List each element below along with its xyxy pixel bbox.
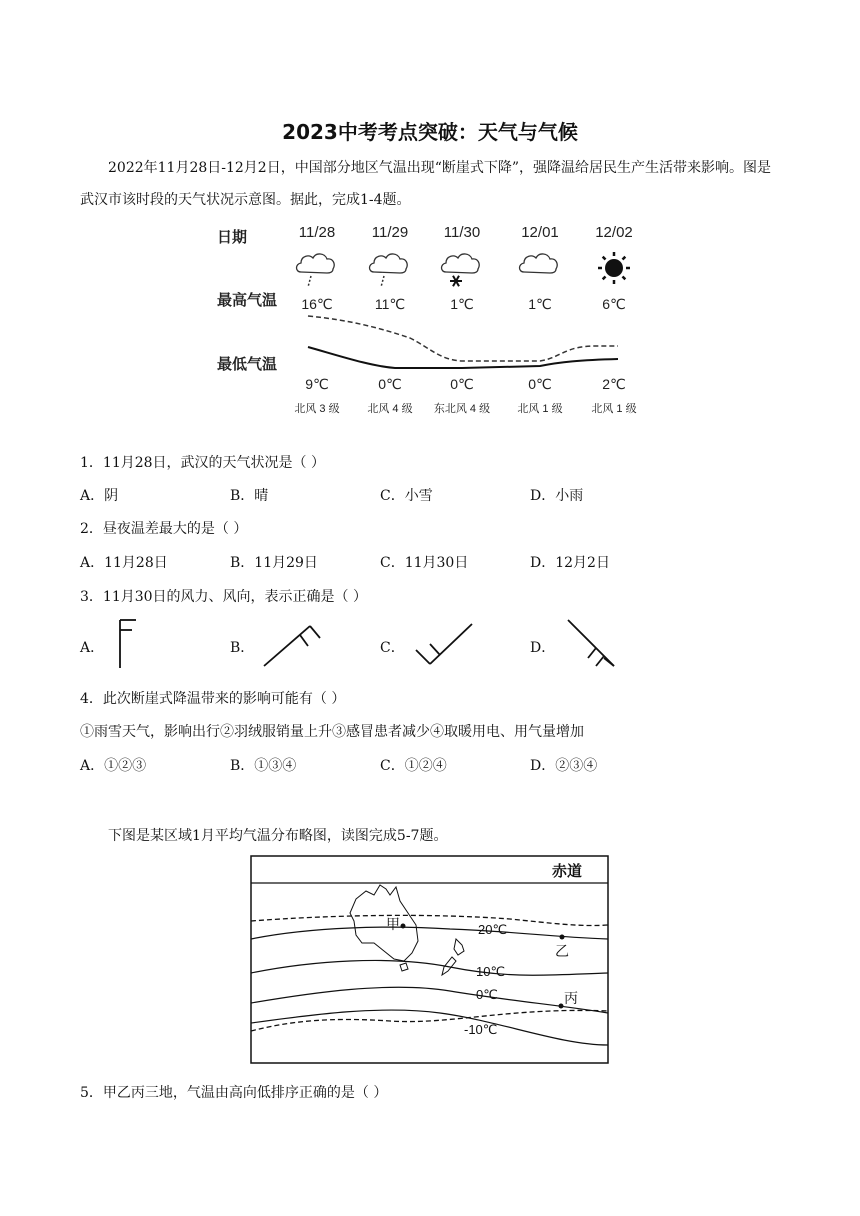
isotherm-20-label: 20℃: [478, 922, 508, 937]
q1-option-d[interactable]: D．小雨: [530, 488, 584, 504]
wind-symbol-d: [566, 618, 618, 670]
date-label: 11/30: [443, 224, 481, 241]
equator-label: 赤道: [552, 863, 583, 880]
q3-option-d[interactable]: D．: [530, 640, 556, 656]
map-frame: [251, 856, 608, 1063]
intro-paragraph: 2022年11月28日-12月2日，中国部分地区气温出现“断崖式下降”，强降温给居民生产生活带来影响。图是武汉市该时段的天气状况示意图。据此，完成1-4题。: [80, 160, 772, 208]
low-temp-value: 0℃: [528, 376, 552, 392]
low-temp-value: 0℃: [378, 376, 402, 392]
low-temp-value: 9℃: [305, 376, 329, 392]
high-temp-label: 最高气温: [217, 292, 278, 309]
q1-option-a[interactable]: A．阴: [80, 488, 119, 504]
wind-symbol-a: [112, 616, 142, 672]
q4-option-d[interactable]: D．②③④: [530, 758, 598, 774]
wind-label: 北风 4 级: [367, 403, 413, 415]
q2-option-a[interactable]: A．11月28日: [80, 555, 168, 571]
date-label: 12/02: [595, 224, 633, 241]
page-title: 2023中考考点突破：天气与气候: [282, 120, 578, 144]
wind-label: 东北风 4 级: [433, 403, 491, 415]
label-jia: 甲: [386, 916, 400, 932]
low-temp-value: 0℃: [450, 376, 474, 392]
date-label: 12/01: [521, 224, 559, 241]
tasmania-shape: [400, 963, 408, 971]
point-yi: [560, 935, 565, 940]
wind-symbol-c: [410, 620, 476, 668]
high-temp-value: 16℃: [301, 296, 333, 312]
question-5: 5．甲乙丙三地，气温由高向低排序正确的是（ ）: [80, 1085, 388, 1101]
label-yi: 乙: [555, 943, 569, 959]
q2-option-c[interactable]: C．11月30日: [380, 555, 469, 571]
wind-label: 北风 1 级: [591, 403, 637, 415]
date-label: 11/28: [298, 224, 336, 241]
isotherm-m10-label: -10℃: [464, 1022, 498, 1037]
high-temp-value: 11℃: [374, 296, 406, 312]
high-temp-value: 6℃: [602, 296, 626, 312]
isotherm-10-label: 10℃: [476, 964, 506, 979]
date-row-label: 日期: [217, 229, 248, 246]
isotherm-map: [250, 855, 610, 1065]
q4-option-c[interactable]: C．①②④: [380, 758, 447, 774]
wind-label: 北风 1 级: [517, 403, 563, 415]
wind-label: 北风 3 级: [294, 403, 340, 415]
q2-option-d[interactable]: D．12月2日: [530, 555, 610, 571]
q4-option-b[interactable]: B．①③④: [230, 758, 297, 774]
q3-option-a[interactable]: A．: [80, 640, 105, 656]
question-2: 2．昼夜温差最大的是（ ）: [80, 521, 248, 537]
date-label: 11/29: [371, 224, 409, 241]
question-3: 3．11月30日的风力、风向，表示正确是（ ）: [80, 589, 367, 605]
q3-option-b[interactable]: B．: [230, 640, 255, 656]
point-jia: [401, 924, 406, 929]
label-bing: 丙: [564, 990, 578, 1006]
q4-statement: ①雨雪天气，影响出行②羽绒服销量上升③感冒患者减少④取暖用电、用气量增加: [80, 724, 584, 740]
q1-option-c[interactable]: C．小雪: [380, 488, 433, 504]
high-temp-value: 1℃: [528, 296, 552, 312]
question-4: 4．此次断崖式降温带来的影响可能有（ ）: [80, 691, 346, 707]
wind-symbol-b: [260, 618, 326, 670]
q1-option-b[interactable]: B．晴: [230, 488, 269, 504]
intro-2: 下图是某区域1月平均气温分布略图，读图完成5-7题。: [108, 828, 448, 844]
q2-option-b[interactable]: B．11月29日: [230, 555, 318, 571]
question-1: 1．11月28日，武汉的天气状况是（ ）: [80, 455, 325, 471]
temperature-curves: [200, 220, 660, 420]
low-temp-value: 2℃: [602, 376, 626, 392]
isotherm-0-label: 0℃: [476, 987, 498, 1002]
high-temp-curve: [308, 316, 618, 361]
low-temp-label: 最低气温: [217, 356, 278, 373]
q3-option-c[interactable]: C．: [380, 640, 405, 656]
low-temp-curve: [308, 347, 618, 368]
weather-chart: [200, 220, 660, 420]
q4-option-a[interactable]: A．①②③: [80, 758, 147, 774]
high-temp-value: 1℃: [450, 296, 474, 312]
point-bing: [559, 1004, 564, 1009]
